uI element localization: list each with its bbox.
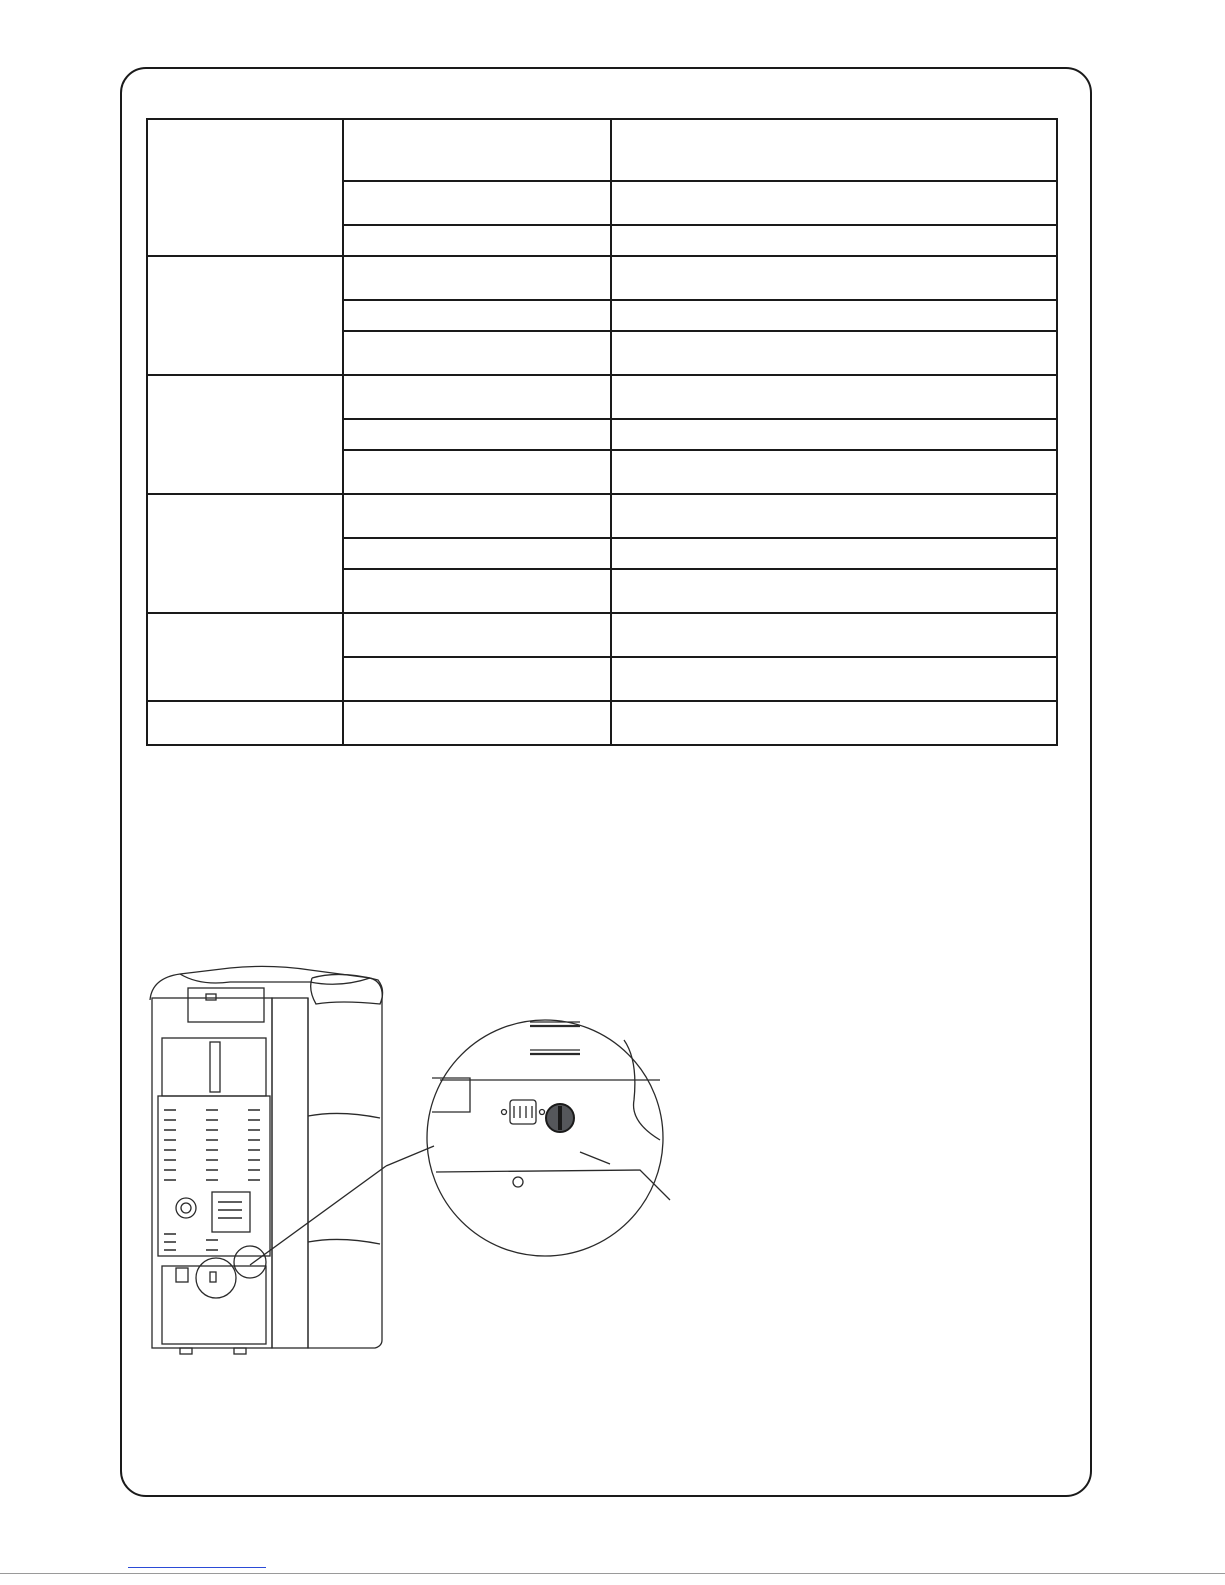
group-label-cell	[147, 613, 343, 701]
parameter-cell	[343, 613, 611, 657]
table-row	[147, 494, 1057, 538]
table-row	[147, 375, 1057, 419]
value-cell	[611, 613, 1057, 657]
table-row	[147, 256, 1057, 300]
value-cell	[611, 256, 1057, 300]
parameter-cell	[343, 181, 611, 225]
parameter-cell	[343, 300, 611, 331]
table-row	[147, 119, 1057, 181]
parameter-cell	[343, 701, 611, 745]
table-row	[147, 613, 1057, 657]
value-cell	[611, 375, 1057, 419]
value-cell	[611, 701, 1057, 745]
value-cell	[611, 419, 1057, 450]
parameter-cell	[343, 225, 611, 256]
value-cell	[611, 331, 1057, 375]
parameter-cell	[343, 450, 611, 494]
table-row	[147, 701, 1057, 745]
value-cell	[611, 657, 1057, 701]
spec-table	[146, 118, 1058, 746]
value-cell	[611, 569, 1057, 613]
stove-technical-drawing	[140, 960, 680, 1380]
value-cell	[611, 494, 1057, 538]
leader-line-1	[386, 1146, 434, 1166]
group-label-cell	[147, 375, 343, 494]
parameter-cell	[343, 569, 611, 613]
value-cell	[611, 538, 1057, 569]
value-cell	[611, 119, 1057, 181]
group-label-cell	[147, 256, 343, 375]
parameter-cell	[343, 119, 611, 181]
group-label-cell	[147, 701, 343, 745]
group-label-cell	[147, 119, 343, 256]
parameter-cell	[343, 419, 611, 450]
stove-body	[150, 966, 383, 1354]
parameter-cell	[343, 657, 611, 701]
page-bottom-rule	[0, 1573, 1225, 1574]
value-cell	[611, 225, 1057, 256]
parameter-cell	[343, 375, 611, 419]
value-cell	[611, 181, 1057, 225]
parameter-cell	[343, 331, 611, 375]
parameter-cell	[343, 256, 611, 300]
group-label-cell	[147, 494, 343, 613]
value-cell	[611, 450, 1057, 494]
value-cell	[611, 300, 1057, 331]
parameter-cell	[343, 494, 611, 538]
footer-link-underline[interactable]	[128, 1567, 266, 1568]
parameter-cell	[343, 538, 611, 569]
zoom-detail	[427, 1020, 670, 1256]
